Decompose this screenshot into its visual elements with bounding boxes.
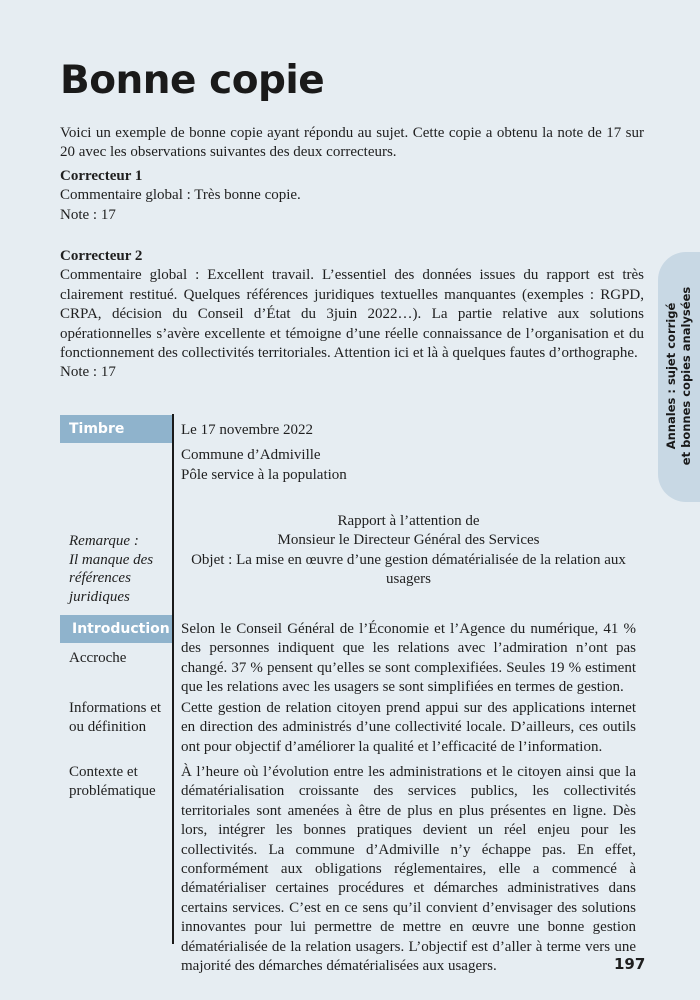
- rapport-line-2: Monsieur le Directeur Général des Services: [277, 532, 540, 549]
- timbre-commune: Commune d’Admiville: [181, 447, 321, 464]
- timbre-block: [181, 421, 636, 485]
- correcteur-1-note: Note : 17: [60, 206, 116, 223]
- timbre-date: Le 17 novembre 2022: [181, 422, 314, 438]
- intro-paragraph: [60, 124, 644, 163]
- informations-paragraph: [181, 699, 636, 757]
- contexte-text: À l’heure où l’évolution entre les administrations et le citoyen ainsi que la dématérialisation croissante des services publics, les collectivités territoriales sont amenées à être de plus en plus présentes en ligne. Dès lors, intégrer les bonnes pratiques devient un réel enjeu pour les collectivités. La commune d’Admiville n’y échappe pas. En effet, conformément aux obligations réglementaires, elle a commencé à dématérialiser certaines procédures et démarches administratives dans certains services. C’est en ce sens qu’il convient d’envisager des solutions innovantes pour lui permettre de mettre en œuvre une bonne gestion dématérialisée de la relation usagers. L’objectif est d’aller à terme vers une majorité des démarches dématérialisées aux usagers.: [181, 764, 636, 975]
- remarque-text: Il manque des références juridiques: [69, 551, 154, 605]
- timbre-pole: Pôle service à la population: [181, 466, 347, 483]
- rapport-heading: [181, 512, 636, 590]
- side-tab-label: [664, 287, 694, 465]
- page-number: 197: [614, 955, 646, 973]
- page-title: Bonne copie: [60, 58, 325, 103]
- rapport-line-3: Objet : La mise en œuvre d’une gestion dématérialisée de la relation aux usagers: [191, 551, 626, 588]
- correcteur-1-block: [60, 167, 644, 225]
- correcteur-2-comment: Commentaire global : Excellent travail. L’essentiel des données issues du rapport est très clairement restitué. Quelques références juridiques textuelles manquantes (exemples : RGPD, CRPA, décision du Conseil d’État du 3juin 2022…). La partie relative aux solutions opérationnelles s’avère excellente et témoigne d’une réelle connaissance de l’organisation et du fonctionnement des collectivités territoriales. Attention ici et là à quelques fautes d’orthographe.: [60, 267, 644, 362]
- remarque-label: Remarque :: [69, 533, 139, 549]
- column-divider: [172, 414, 174, 944]
- accroche-label: Accroche: [69, 650, 127, 666]
- contexte-paragraph: [181, 763, 636, 976]
- side-tab-line-1: Annales : sujet corrigé: [664, 302, 678, 450]
- correcteur-1-comment: Commentaire global : Très bonne copie.: [60, 187, 301, 204]
- accroche-text: Selon le Conseil Général de l’Économie et l’Agence du numérique, 41 % des personnes indiquent que les relations avec l’admiration n’ont pas changé. 37 % pensent qu’elles se sont complexifiées. Seules 19 % estiment que les relations avec les usagers se sont simplifiées en termes de gestion.: [181, 621, 636, 696]
- correcteur-1-label: Correcteur 1: [60, 168, 143, 184]
- correcteur-2-label: Correcteur 2: [60, 248, 143, 264]
- remarque-note: [69, 532, 169, 606]
- correcteur-2-note: Note : 17: [60, 364, 116, 381]
- intro-text: Voici un exemple de bonne copie ayant répondu au sujet. Cette copie a obtenu la note de 17 sur 20 avec les observations suivantes des deux correcteurs.: [60, 125, 644, 161]
- informations-label: Informations et ou définition: [69, 700, 162, 735]
- correcteur-2-block: [60, 247, 644, 383]
- rapport-line-1: Rapport à l’attention de: [337, 513, 480, 529]
- side-tab-line-2: et bonnes copies analysées: [679, 286, 693, 466]
- accroche-paragraph: [181, 620, 636, 698]
- introduction-header: Introduction: [60, 615, 172, 643]
- contexte-label: Contexte et problématique: [69, 764, 156, 799]
- timbre-header: Timbre: [60, 415, 172, 443]
- informations-text: Cette gestion de relation citoyen prend appui sur des applications internet en direction des administrés d’une collectivité locale. D’ailleurs, ces outils ont pour objectif d’améliorer la qualité et l’efficacité de l’information.: [181, 700, 636, 755]
